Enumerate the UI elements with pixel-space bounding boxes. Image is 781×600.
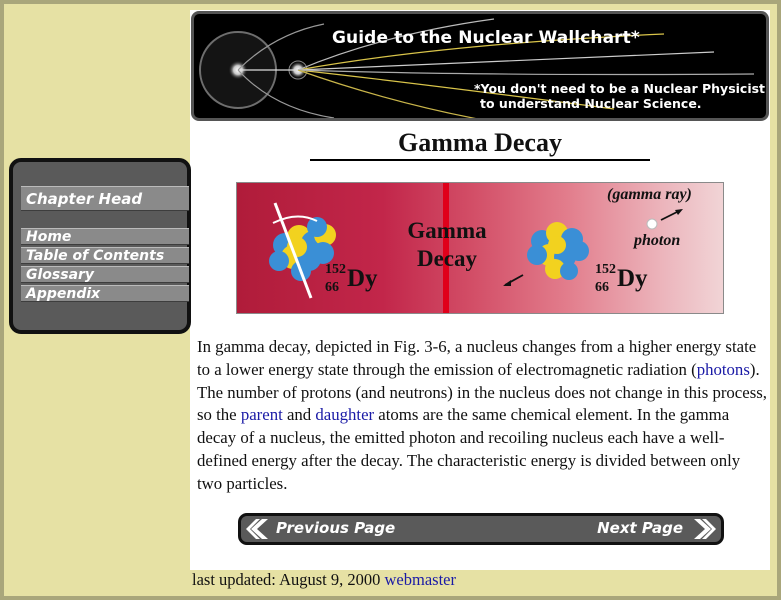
daughter-link[interactable]: daughter — [315, 405, 375, 425]
daughter-mass-number: 152 — [595, 262, 616, 277]
daughter-atomic-number: 66 — [595, 280, 609, 295]
parent-link[interactable]: parent — [240, 405, 283, 425]
banner-subtitle-line1: *You don't need to be a Nuclear Physicist — [474, 81, 766, 96]
body-text-2: ). The number of protons (and neutrons) in the nucleus does not change in this process, so the — [197, 359, 767, 425]
last-updated-text: last updated: August 9, 2000 — [192, 570, 381, 589]
figure-center-label — [402, 217, 492, 273]
footer — [192, 570, 456, 590]
previous-page-button[interactable]: Previous Page — [276, 519, 396, 537]
sidebar-nav — [9, 158, 191, 334]
webmaster-link[interactable]: webmaster — [384, 570, 456, 589]
parent-symbol: Dy — [347, 265, 378, 292]
body-text-3: and — [282, 405, 316, 425]
title-divider — [310, 159, 650, 161]
daughter-nucleus-label — [595, 262, 648, 295]
sidebar-item-home[interactable]: Home — [21, 228, 189, 245]
gamma-ray-label: (gamma ray) — [607, 186, 692, 203]
page-title: Gamma Decay — [398, 128, 562, 157]
sidebar-chapter-head[interactable]: Chapter Head — [21, 186, 189, 211]
parent-mass-number: 152 — [325, 262, 346, 277]
figure-center-label-line1: Gamma — [407, 218, 487, 243]
header-banner — [191, 11, 769, 121]
sidebar-item-appendix[interactable]: Appendix — [21, 285, 189, 302]
chevron-left-icon[interactable] — [246, 517, 268, 541]
figure-center-label-line2: Decay — [416, 246, 478, 271]
daughter-nucleus-graphic — [527, 222, 589, 280]
photon-label: photon — [634, 232, 681, 249]
daughter-symbol: Dy — [617, 265, 648, 292]
banner-title: Guide to the Nuclear Wallchart* — [332, 28, 640, 48]
parent-nucleus-label — [325, 262, 378, 295]
body-text-4: atoms are the same chemical element. In the gamma decay of a nucleus, the emitted photon and recoiling nucleus each have a well-defined energy after the decay. The characteristic energy is divided between only two particles. — [197, 405, 741, 493]
banner-subtitle-line2: to understand Nuclear Science. — [480, 96, 702, 111]
banner-subtitle — [474, 81, 765, 111]
photons-link[interactable]: photons — [696, 359, 750, 379]
next-page-button[interactable]: Next Page — [597, 519, 683, 537]
sidebar-item-table-of-contents[interactable]: Table of Contents — [21, 247, 189, 264]
gamma-decay-figure — [236, 182, 724, 314]
body-paragraph — [197, 336, 769, 496]
page-navigation — [238, 513, 724, 545]
sidebar-item-glossary[interactable]: Glossary — [21, 266, 189, 283]
parent-atomic-number: 66 — [325, 280, 339, 295]
body-text-1: In gamma decay, depicted in Fig. 3-6, a nucleus changes from a higher energy state to a lower energy state through the emission of electromagnetic radiation ( — [197, 337, 757, 379]
chevron-right-icon[interactable] — [694, 517, 716, 541]
